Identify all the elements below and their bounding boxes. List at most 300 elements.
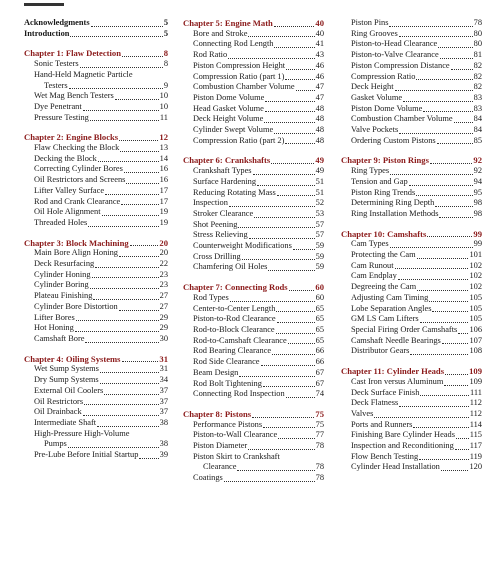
dot-leader	[435, 206, 472, 207]
toc-entry	[183, 209, 324, 220]
toc-page-number: 82	[473, 60, 482, 70]
dot-leader	[454, 122, 473, 123]
toc-page-number: 57	[315, 230, 324, 240]
toc-entry-title: Hand-Held Magnetic Particle	[34, 69, 133, 79]
dot-leader	[68, 447, 159, 448]
toc-page-number: 27	[159, 291, 168, 301]
toc-page-number: 65	[315, 335, 324, 345]
toc-entry-title: Combustion Chamber Volume	[351, 114, 453, 124]
toc-page-number: 10	[159, 101, 168, 111]
toc-entry	[24, 270, 168, 281]
dot-leader	[121, 204, 158, 205]
toc-entry	[341, 271, 482, 282]
dot-leader	[120, 151, 158, 152]
toc-page-number: 75	[315, 408, 324, 419]
toc-entry-title: Deck Flatness	[351, 398, 399, 408]
dot-leader	[119, 256, 159, 257]
toc-entry	[341, 261, 482, 272]
toc-entry-title: Combustion Chamber Volume	[193, 82, 295, 92]
toc-page-number: 51	[315, 187, 324, 197]
dot-leader	[286, 397, 315, 398]
dot-leader	[115, 99, 159, 100]
toc-entry-title: Adjusting Cam Timing	[351, 292, 429, 302]
top-rule	[24, 3, 64, 6]
toc-entry-title: Wet Sump Systems	[34, 364, 99, 374]
toc-chapter-entry	[183, 155, 324, 166]
toc-entry-title: Ring Installation Methods	[351, 208, 439, 218]
toc-entry-title: Ring Types	[351, 166, 390, 176]
toc-entry-title: Special Firing Order Camshafts	[351, 324, 458, 334]
toc-entry	[341, 82, 482, 93]
toc-entry	[341, 452, 482, 463]
toc-entry	[183, 473, 324, 484]
dot-leader	[76, 320, 159, 321]
toc-entry	[183, 430, 324, 441]
dot-leader	[399, 406, 469, 407]
toc-entry	[341, 430, 482, 441]
dot-leader	[119, 140, 158, 141]
toc-page-number: 31	[159, 364, 168, 374]
dot-leader	[83, 110, 159, 111]
toc-entry-title: Deck Surface Finish	[351, 387, 420, 397]
toc-entry	[24, 102, 168, 113]
toc-entry	[24, 397, 168, 408]
toc-page-number: 60	[315, 282, 324, 293]
toc-entry-title: Hot Honing	[34, 323, 74, 333]
dot-leader	[268, 270, 314, 271]
toc-page-number: 37	[159, 407, 168, 417]
toc-entry-title: Clearance	[203, 462, 237, 472]
toc-entry	[183, 368, 324, 379]
toc-entry	[183, 220, 324, 231]
toc-entry	[341, 198, 482, 209]
toc-page-number: 84	[473, 125, 482, 135]
dot-leader	[429, 301, 468, 302]
dot-leader	[399, 36, 473, 37]
toc-entry-title: Pumps	[44, 439, 67, 449]
toc-entry	[24, 29, 168, 40]
dot-leader	[263, 386, 315, 387]
dot-leader	[230, 301, 315, 302]
toc-page-number: 85	[473, 135, 482, 145]
toc-entry-title: Valves	[351, 408, 374, 418]
toc-page-number: 10	[159, 91, 168, 101]
toc-entry-title: Sonic Testers	[34, 59, 79, 69]
toc-entry-title: Gasket Volume	[351, 92, 403, 102]
toc-page-number: 105	[469, 303, 482, 313]
toc-entry	[183, 293, 324, 304]
toc-page-number: 82	[473, 82, 482, 92]
dot-leader	[271, 163, 314, 164]
toc-page-number: 67	[315, 378, 324, 388]
toc-entry-title: Decking the Block	[34, 153, 97, 163]
toc-entry	[24, 207, 168, 218]
toc-entry-title: Performance Pistons	[193, 419, 263, 429]
toc-page-number: 102	[469, 282, 482, 292]
toc-entry-title: Testers	[44, 80, 68, 90]
toc-page-number: 60	[315, 292, 324, 302]
toc-page-number: 78	[315, 473, 324, 483]
dot-leader	[288, 343, 315, 344]
toc-entry	[341, 314, 482, 325]
toc-page-number: 95	[473, 187, 482, 197]
toc-entry-title: Chapter 7: Connecting Rods	[183, 282, 288, 293]
toc-entry-title: Piston Skirt to Crankshaft	[193, 451, 280, 461]
dot-leader	[88, 226, 158, 227]
toc-entry	[341, 177, 482, 188]
toc-entry	[183, 241, 324, 252]
toc-page-number: 59	[315, 251, 324, 261]
dot-leader	[427, 236, 472, 237]
toc-entry-title: Cylinder Head Installation	[351, 462, 440, 472]
toc-entry-title: Deck Height	[351, 82, 394, 92]
toc-page-number: 14	[159, 153, 168, 163]
toc-page-number: 12	[159, 132, 168, 143]
toc-page-number: 98	[473, 208, 482, 218]
toc-entry	[341, 166, 482, 177]
toc-entry-title: Piston Compression Distance	[351, 60, 450, 70]
toc-entry	[341, 125, 482, 136]
toc-entry	[183, 389, 324, 400]
toc-entry-title: Pre-Lube Before Initial Startup	[34, 450, 139, 460]
toc-entry	[24, 407, 168, 418]
toc-page-number: 92	[473, 155, 482, 166]
toc-page-number: 11	[159, 112, 168, 122]
toc-entry-title: Introduction	[24, 28, 70, 38]
dot-leader	[265, 101, 314, 102]
dot-leader	[229, 206, 315, 207]
dot-leader	[409, 185, 473, 186]
dot-leader	[84, 404, 159, 405]
toc-entry-title: Rod Ratio	[193, 50, 228, 60]
toc-entry-title: Rod Bearing Clearance	[193, 346, 272, 356]
toc-page-number: 49	[315, 155, 324, 166]
toc-page-number: 23	[159, 280, 168, 290]
dot-leader	[100, 383, 159, 384]
dot-leader	[91, 26, 163, 27]
toc-entry	[24, 59, 168, 70]
dot-leader	[75, 331, 159, 332]
dot-leader	[416, 79, 472, 80]
dot-leader	[430, 163, 472, 164]
dot-leader	[395, 268, 469, 269]
toc-entry-title: Acknowledgments	[24, 18, 90, 27]
toc-entry	[183, 72, 324, 83]
dot-leader	[69, 88, 163, 89]
toc-entry	[183, 50, 324, 61]
toc-page-number: 59	[315, 262, 324, 272]
toc-page-number: 46	[315, 60, 324, 70]
dot-leader	[286, 69, 314, 70]
toc-entry	[183, 61, 324, 72]
toc-entry-title: External Oil Coolers	[34, 385, 104, 395]
toc-entry	[341, 104, 482, 115]
toc-entry	[183, 336, 324, 347]
toc-entry-title: Rod-to-Camshaft Clearance	[193, 335, 287, 345]
toc-chapter-entry	[183, 18, 324, 29]
toc-entry-title: Inspection	[193, 198, 228, 208]
toc-entry-title: Threaded Holes	[34, 217, 88, 227]
toc-entry	[183, 346, 324, 357]
toc-entry-title: Deck Resurfacing	[34, 259, 95, 269]
dot-leader	[95, 267, 158, 268]
toc-page-number: 81	[473, 50, 482, 60]
toc-entry-title: Wet Mag Bench Testers	[34, 91, 114, 101]
toc-entry	[24, 154, 168, 165]
dot-leader	[272, 354, 314, 355]
dot-leader	[119, 310, 159, 311]
toc-entry-title: Chapter 3: Block Machining	[24, 237, 129, 248]
toc-entry-title: Stress Relieving	[193, 230, 248, 240]
toc-entry-title: Rod Types	[193, 292, 229, 302]
toc-page-number: 117	[469, 441, 482, 451]
toc-entry-title: Ring Grooves	[351, 28, 398, 38]
dot-leader	[139, 458, 158, 459]
toc-entry	[24, 375, 168, 386]
toc-entry-title: Piston-to-Wall Clearance	[193, 430, 278, 440]
toc-entry-title: Bore and Stroke	[193, 28, 248, 38]
toc-entry-title: Distributor Gears	[351, 346, 410, 356]
toc-page-number: 65	[315, 324, 324, 334]
toc-entry-title: Compression Ratio (part 2)	[193, 135, 285, 145]
dot-leader	[122, 56, 163, 57]
toc-entry-title: Cam Endplay	[351, 271, 397, 281]
toc-entry-title: Main Bore Align Honing	[34, 248, 118, 258]
dot-leader	[252, 417, 314, 418]
toc-entry	[24, 186, 168, 197]
toc-entry-title: Cam Runout	[351, 260, 394, 270]
toc-entry	[183, 198, 324, 209]
toc-entry-title: Compression Ratio	[351, 71, 416, 81]
dot-leader	[432, 311, 468, 312]
toc-entry	[24, 450, 168, 461]
toc-entry-title: Lifter Valley Surface	[34, 185, 105, 195]
dot-leader	[254, 217, 314, 218]
toc-entry-title: Camshaft Bore	[34, 333, 85, 343]
toc-entry	[341, 18, 482, 29]
toc-entry-title: Piston Dome Volume	[193, 92, 265, 102]
toc-entry-title: Beam Design	[193, 367, 239, 377]
dot-leader	[124, 172, 159, 173]
toc-chapter-entry	[24, 48, 168, 59]
toc-entry-title: Finishing Bare Cylinder Heads	[351, 430, 455, 440]
toc-entry-title: Reducing Rotating Mass	[193, 187, 276, 197]
toc-page-number: 27	[159, 301, 168, 311]
toc-page-number: 16	[159, 164, 168, 174]
dot-leader	[249, 238, 315, 239]
dot-leader	[122, 361, 159, 362]
toc-entry	[24, 197, 168, 208]
toc-entry-title: Lifter Bores	[34, 312, 75, 322]
toc-page-number: 5	[163, 28, 168, 38]
toc-page-number: 94	[473, 176, 482, 186]
toc-page-number: 37	[159, 396, 168, 406]
toc-page-number: 41	[315, 39, 324, 49]
toc-page-number: 84	[473, 114, 482, 124]
dot-leader	[80, 67, 163, 68]
toc-page-number: 30	[159, 333, 168, 343]
dot-leader	[374, 417, 468, 418]
toc-page-number: 47	[315, 82, 324, 92]
dot-leader	[403, 101, 473, 102]
toc-page-number: 17	[159, 185, 168, 195]
toc-entry-title: Cylinder Swept Volume	[193, 125, 274, 135]
dot-leader	[444, 385, 468, 386]
toc-entry	[24, 259, 168, 270]
dot-leader	[278, 438, 314, 439]
toc-entry-title: Oil Hole Alignment	[34, 207, 101, 217]
toc-entry-title: Piston Ring Trends	[351, 187, 416, 197]
toc-entry	[341, 114, 482, 125]
toc-entry	[24, 175, 168, 186]
dot-leader	[242, 259, 315, 260]
toc-entry-title: Dry Sump Systems	[34, 375, 99, 385]
dot-leader	[224, 481, 315, 482]
toc-entry-title: GM LS Cam Lifters	[351, 314, 419, 324]
toc-page-number: 48	[315, 103, 324, 113]
toc-entry-title: Piston-to-Rod Clearance	[193, 314, 276, 324]
toc-entry	[183, 262, 324, 273]
toc-entry-title: Cam Types	[351, 239, 389, 249]
toc-page-number: 102	[469, 260, 482, 270]
toc-page-number: 13	[159, 143, 168, 153]
toc-entry	[183, 114, 324, 125]
toc-page-number: 38	[159, 439, 168, 449]
toc-entry	[24, 313, 168, 324]
toc-entry-title: Piston Dome Volume	[351, 103, 423, 113]
toc-entry-title: Degreeing the Cam	[351, 282, 417, 292]
toc-entry-title: Rod Bolt Tightening	[193, 378, 262, 388]
toc-entry	[183, 104, 324, 115]
dot-leader	[276, 333, 315, 334]
toc-entry	[341, 93, 482, 104]
toc-entry-title: Inspection and Reconditioning	[351, 441, 454, 451]
toc-page-number: 111	[470, 387, 482, 397]
toc-entry	[183, 177, 324, 188]
toc-entry	[341, 462, 482, 473]
toc-page-number: 34	[159, 375, 168, 385]
toc-entry	[24, 302, 168, 313]
toc-entry	[24, 113, 168, 124]
toc-entry-title: Chapter 4: Oiling Systems	[24, 353, 121, 364]
dot-leader	[390, 247, 473, 248]
toc-chapter-entry	[341, 155, 482, 166]
toc-entry-title: Chapter 6: Crankshafts	[183, 155, 271, 166]
dot-leader	[296, 90, 315, 91]
toc-entry	[183, 93, 324, 104]
toc-entry-title: Chapter 9: Piston Rings	[341, 155, 429, 166]
dot-leader	[97, 426, 159, 427]
toc-page-number: 66	[315, 357, 324, 367]
toc-page-number: 77	[315, 430, 324, 440]
toc-page-number: 49	[315, 166, 324, 176]
toc-page-number: 106	[469, 324, 482, 334]
dot-leader	[398, 279, 469, 280]
dot-leader	[92, 277, 159, 278]
toc-entry-title: Flow Bench Testing	[351, 451, 419, 461]
toc-page-number: 48	[315, 125, 324, 135]
toc-entry-title: Ports and Runners	[351, 419, 413, 429]
toc-page-number: 78	[315, 441, 324, 451]
dot-leader	[70, 36, 162, 37]
toc-page-number: 99	[473, 228, 482, 239]
dot-leader	[277, 195, 315, 196]
toc-entry	[24, 143, 168, 154]
toc-chapter-entry	[24, 238, 168, 249]
toc-page-number: 37	[159, 385, 168, 395]
toc-page-number: 74	[315, 389, 324, 399]
toc-entry	[183, 230, 324, 241]
toc-entry-title: Surface Hardening	[193, 176, 257, 186]
toc-entry	[24, 18, 168, 29]
toc-page-number: 107	[469, 335, 482, 345]
toc-page-number: 9	[163, 80, 168, 90]
toc-entry-title: Chapter 8: Pistons	[183, 408, 252, 419]
dot-leader	[417, 258, 469, 259]
toc-entry-title: Cylinder Boring	[34, 280, 89, 290]
toc-page-number: 105	[469, 314, 482, 324]
dot-leader	[390, 174, 473, 175]
dot-leader	[442, 343, 469, 344]
dot-leader	[90, 288, 159, 289]
toc-entry	[183, 314, 324, 325]
dot-leader	[83, 415, 159, 416]
toc-entry-title: Piston Compression Height	[193, 60, 286, 70]
toc-page-number: 48	[315, 114, 324, 124]
toc-entry-title: Oil Drainback	[34, 407, 82, 417]
toc-page-number: 78	[473, 18, 482, 27]
toc-entry-title: Correcting Cylinder Bores	[34, 164, 123, 174]
toc-page-number: 46	[315, 71, 324, 81]
toc-entry	[341, 209, 482, 220]
toc-entry-title: Chapter 2: Engine Blocks	[24, 132, 119, 143]
dot-leader	[389, 26, 472, 27]
toc-entry	[24, 280, 168, 291]
toc-page-number: 20	[159, 248, 168, 258]
dot-leader	[238, 227, 314, 228]
toc-page-number: 20	[159, 237, 168, 248]
toc-page-number: 16	[159, 175, 168, 185]
toc-page-number: 92	[473, 166, 482, 176]
toc-page-number: 31	[159, 353, 168, 364]
toc-entry-title: Dye Penetrant	[34, 101, 82, 111]
dot-leader	[228, 58, 314, 59]
toc-entry-title: Pressure Testing	[34, 112, 89, 122]
dot-leader	[85, 342, 158, 343]
dot-leader	[274, 47, 314, 48]
dot-leader	[413, 427, 468, 428]
toc-entry	[183, 188, 324, 199]
toc-page-number: 105	[469, 292, 482, 302]
toc-entry	[183, 136, 324, 147]
dot-leader	[264, 122, 314, 123]
dot-leader	[439, 217, 472, 218]
toc-entry-title: Cylinder Honing	[34, 269, 91, 279]
toc-page-number: 43	[315, 50, 324, 60]
toc-entry-title: Tension and Gap	[351, 176, 408, 186]
toc-page-number: 59	[315, 241, 324, 251]
toc-entry-title: Chapter 1: Flaw Detection	[24, 48, 121, 59]
toc-page-number: 112	[469, 408, 482, 418]
toc-entry	[341, 325, 482, 336]
toc-chapter-entry	[183, 409, 324, 420]
toc-page-number: 5	[163, 18, 168, 27]
toc-entry-title: Connecting Rod Inspection	[193, 389, 285, 399]
toc-page-number: 48	[315, 135, 324, 145]
toc-entry-title: Rod-to-Block Clearance	[193, 324, 275, 334]
toc-entry-title: Connecting Rod Length	[193, 39, 274, 49]
toc-entry	[183, 39, 324, 50]
